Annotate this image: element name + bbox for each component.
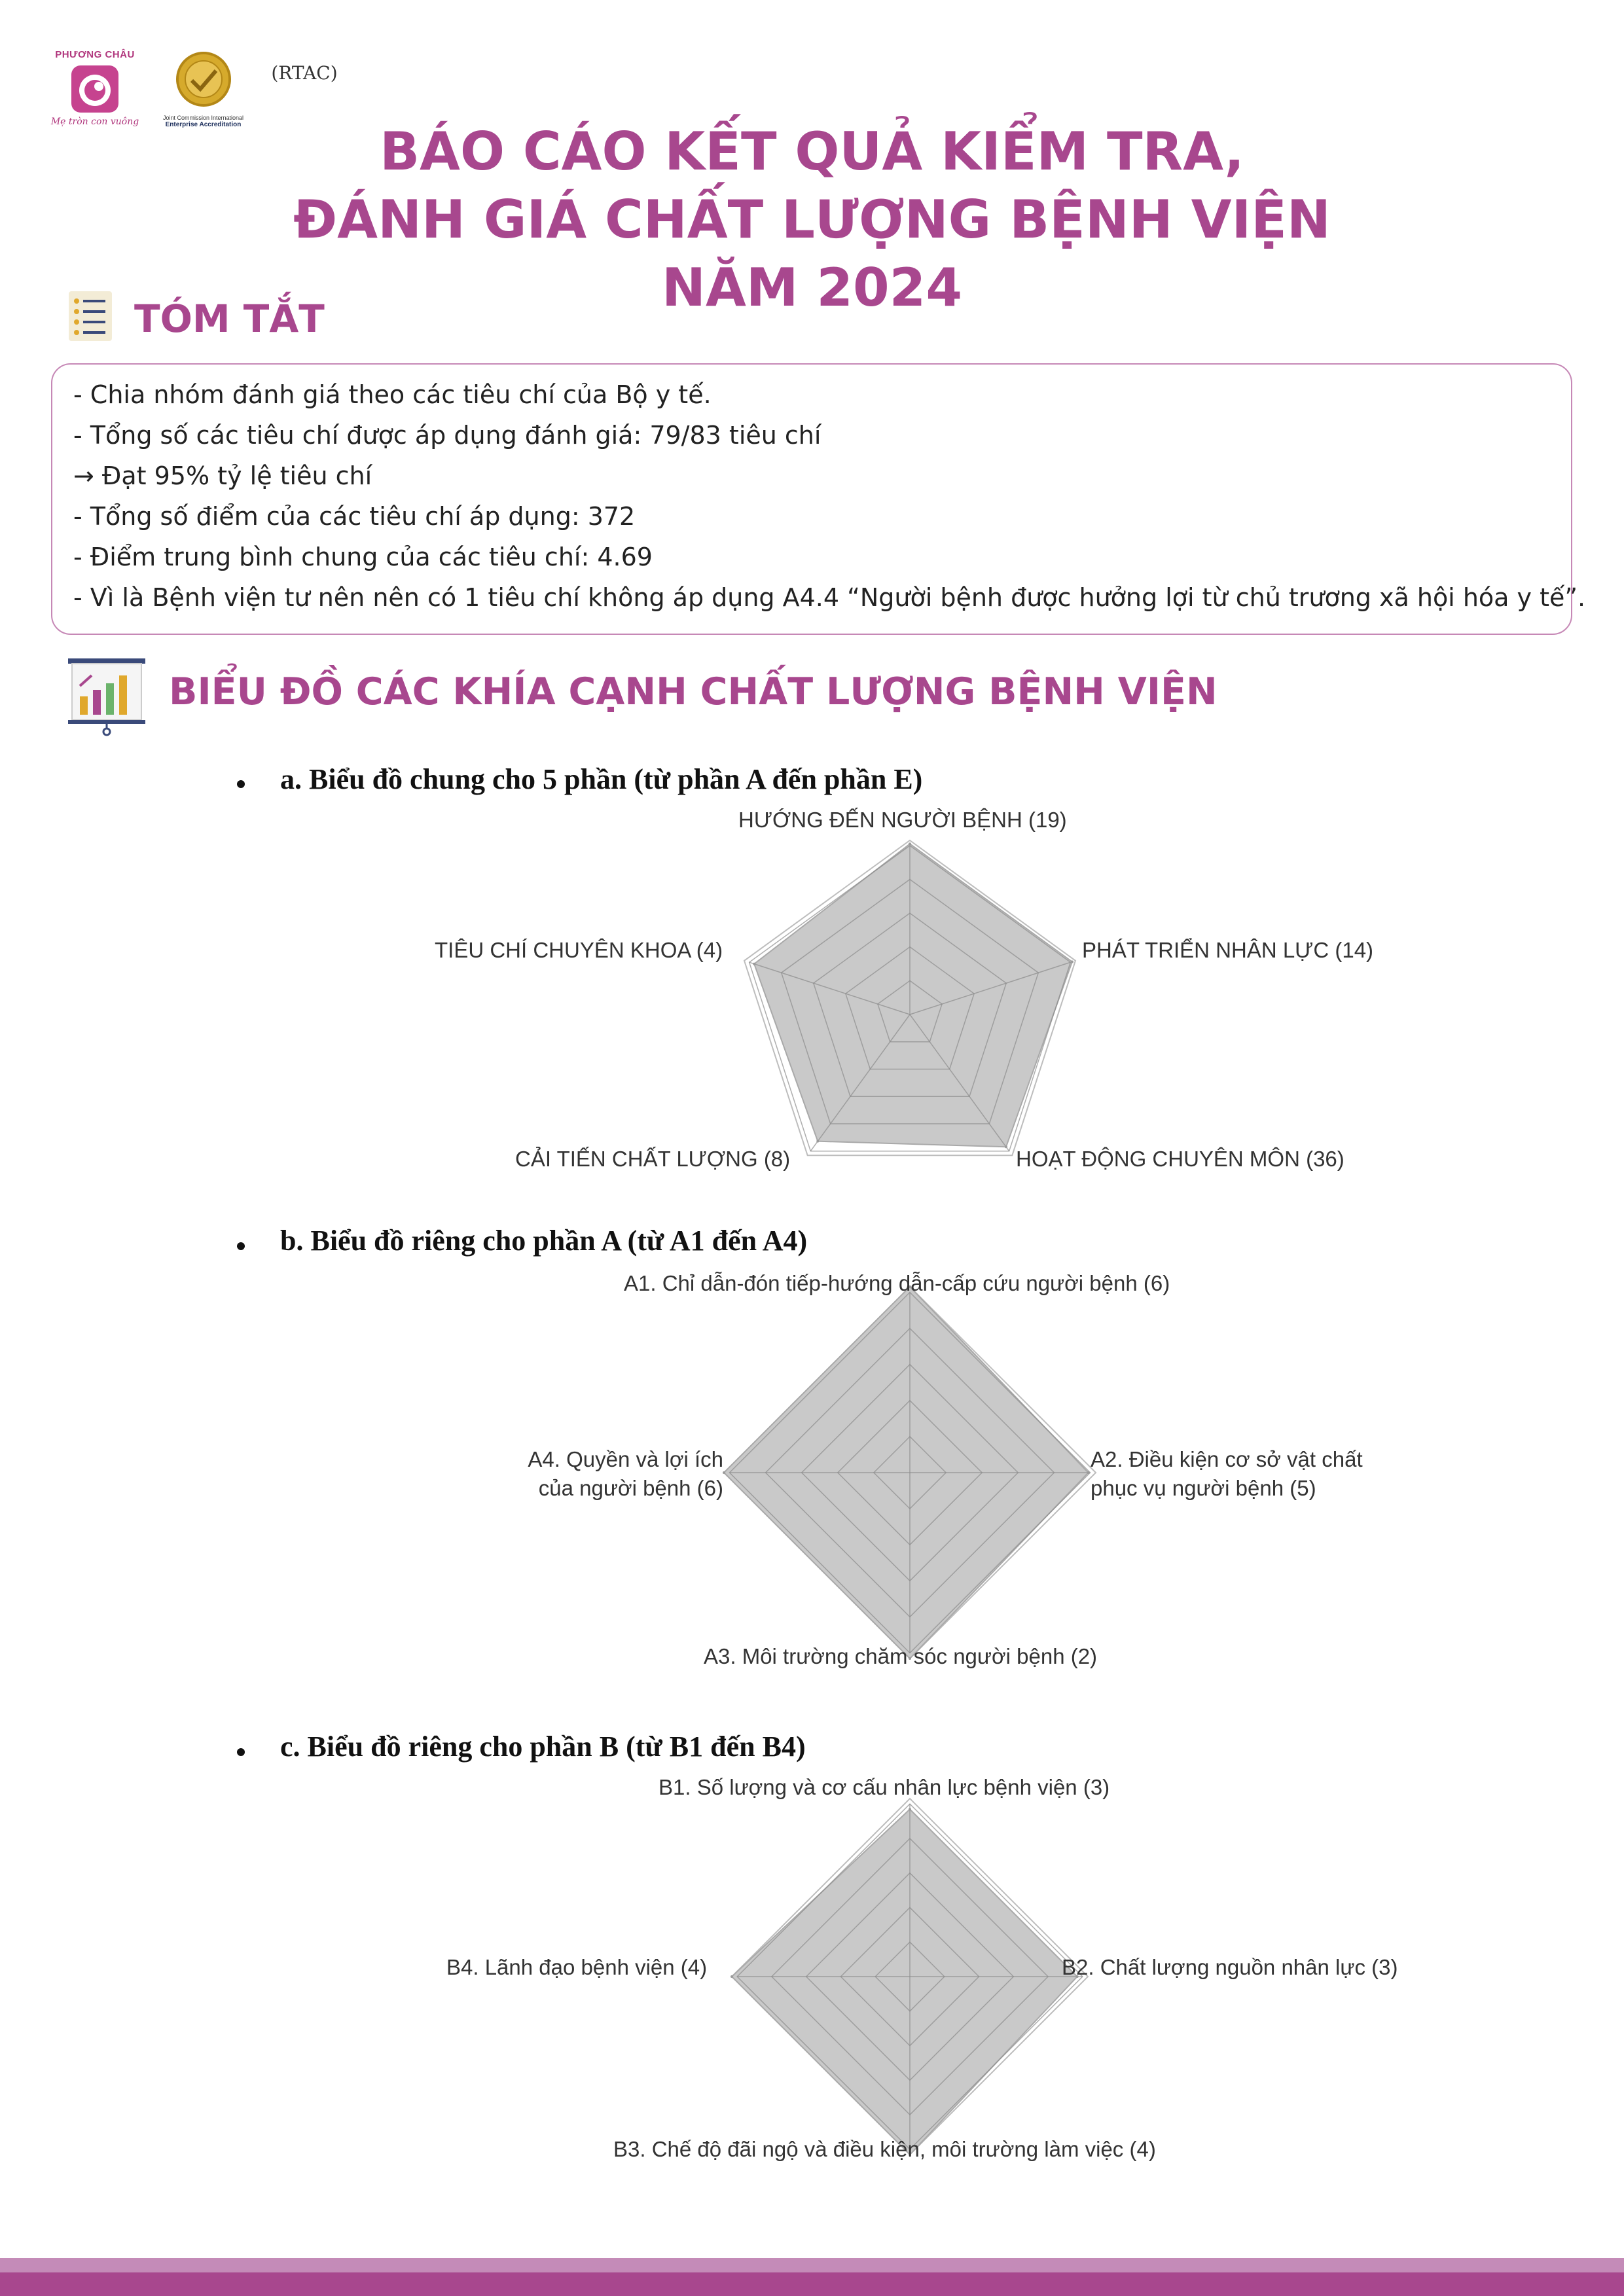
- chart-b-axis-label: A1. Chỉ dẫn-đón tiếp-hướng dẫn-cấp cứu người bệnh (6): [624, 1271, 1170, 1295]
- title-line2: ĐÁNH GIÁ CHẤT LƯỢNG BỆNH VIỆN: [293, 189, 1331, 250]
- chart-b-axis-label: A3. Môi trường chăm sóc người bệnh (2): [704, 1644, 1098, 1668]
- rtac-text: RTAC: [278, 62, 331, 84]
- chart-a-axis-label: TIÊU CHÍ CHUYÊN KHOA (4): [435, 938, 723, 962]
- chart-a-axis-label: CẢI TIẾN CHẤT LƯỢNG (8): [515, 1147, 791, 1171]
- summary-line: - Tổng số các tiêu chí được áp dụng đánh giá: 79/83 tiêu chí: [73, 421, 821, 450]
- title-line1: BÁO CÁO KẾT QUẢ KIỂM TRA,: [380, 121, 1244, 182]
- radar-data-point: [731, 1975, 733, 1978]
- summary-line: - Tổng số điểm của các tiêu chí áp dụng: 372: [73, 502, 636, 531]
- summary-heading: TÓM TẮT: [134, 296, 325, 341]
- radar-data-point: [909, 1808, 911, 1810]
- summary-box: [51, 363, 1586, 635]
- summary-line: - Chia nhóm đánh giá theo các tiêu chí của Bộ y tế.: [73, 380, 712, 409]
- rtac-logo: (RTAC): [271, 62, 338, 84]
- chart-a-axis-label: HOẠT ĐỘNG CHUYÊN MÔN (36): [1016, 1147, 1344, 1171]
- chart-b-axis-label: A2. Điều kiện cơ sở vật chất phục vụ người bệnh (5): [1091, 1447, 1363, 1500]
- radar-data-point: [1071, 960, 1074, 963]
- summary-line: → Đạt 95% tỷ lệ tiêu chí: [73, 461, 372, 490]
- chart-b-title: b. Biểu đồ riêng cho phần A (từ A1 đến A4): [280, 1225, 808, 1257]
- phuong-chau-mark-icon: [69, 63, 121, 115]
- jci-logo: [149, 51, 257, 128]
- chart-c-axis-label: B1. Số lượng và cơ cấu nhân lực bệnh viện (3): [659, 1775, 1110, 1799]
- chart-b-axis-label: A4. Quyền và lợi ích của người bệnh (6): [528, 1447, 723, 1500]
- radar-data-area: [732, 1809, 1077, 2155]
- radar-data-point: [1087, 1471, 1090, 1474]
- radar-data-point: [816, 1140, 819, 1143]
- radar-chart-c: [720, 1787, 1100, 2166]
- phuong-chau-slogan: Mẹ tròn con vuông: [50, 117, 139, 127]
- radar-chart-b: [720, 1283, 1100, 1662]
- chart-a-title: a. Biểu đồ chung cho 5 phần (từ phần A đến phần E): [280, 763, 923, 795]
- charts-heading: BIỂU ĐỒ CÁC KHÍA CẠNH CHẤT LƯỢNG BỆNH VIỆN: [169, 670, 1218, 713]
- summary-line: - Vì là Bệnh viện tư nên nên có 1 tiêu chí không áp dụng A4.4 “Người bệnh được hưởng lợi từ chủ trương xã hội hóa y tế”.: [73, 583, 1586, 612]
- summary-line: - Điểm trung bình chung của các tiêu chí: 4.69: [73, 543, 653, 571]
- chart-a-axis-label: HƯỚNG ĐẾN NGƯỜI BỆNH (19): [738, 808, 1067, 832]
- footer-band-light: [0, 2258, 1624, 2272]
- title-line3: NĂM 2024: [662, 257, 962, 318]
- chart-c-axis-label: B3. Chế độ đãi ngộ và điều kiện, môi trường làm việc (4): [613, 2137, 1156, 2161]
- radar-data-point: [1005, 1145, 1007, 1148]
- chart-a-axis-label: PHÁT TRIỂN NHÂN LỰC (14): [1082, 938, 1374, 962]
- jci-line1: Joint Commission International: [162, 115, 244, 121]
- radar-data-point: [909, 842, 911, 845]
- jci-line2: Enterprise Accreditation: [165, 121, 242, 128]
- phuong-chau-logo: [46, 49, 144, 127]
- chart-board-icon: [65, 656, 148, 737]
- chart-c-axis-label: B4. Lãnh đạo bệnh viện (4): [446, 1955, 708, 1979]
- bullet: [237, 780, 245, 788]
- jci-seal-icon: [175, 51, 232, 107]
- bullet: [237, 1242, 245, 1250]
- chart-c-title: c. Biểu đồ riêng cho phần B (từ B1 đến B4): [280, 1731, 806, 1763]
- list-icon: [69, 291, 112, 341]
- phuong-chau-brand: PHƯƠNG CHÂU: [55, 49, 135, 60]
- bullet: [237, 1748, 245, 1756]
- page-title: [0, 118, 1624, 322]
- radar-data-area: [754, 844, 1072, 1147]
- radar-data-point: [753, 963, 755, 965]
- chart-c-axis-label: B2. Chất lượng nguồn nhân lực (3): [1062, 1955, 1398, 1979]
- footer-band-dark: [0, 2272, 1624, 2296]
